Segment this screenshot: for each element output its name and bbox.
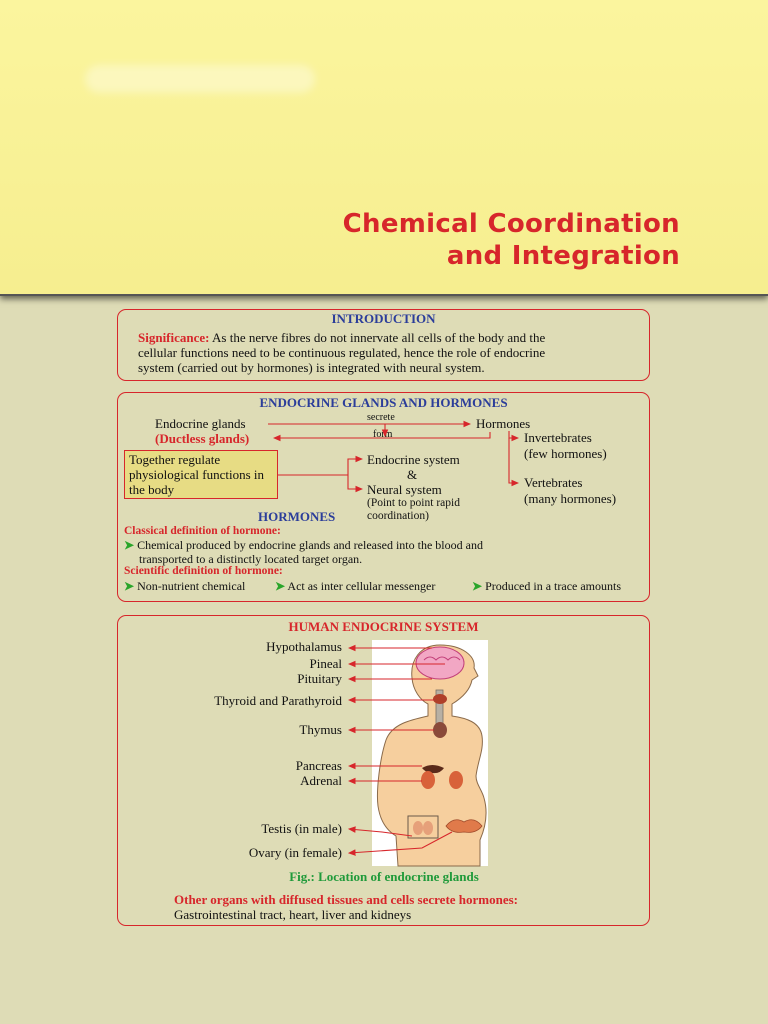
return-arrow <box>274 432 490 438</box>
intro-line-3: system (carried out by hormones) is integrated with neural system. <box>138 360 485 375</box>
scientific-item-2: ➤ Act as inter cellular messenger <box>275 579 436 593</box>
body-figure <box>372 640 488 866</box>
testis-icon <box>423 821 433 835</box>
figure-caption: Fig.: Location of endocrine glands <box>289 869 479 884</box>
endocrine-system-arrow <box>348 459 362 475</box>
scientific-item-3: ➤ Produced in a trace amounts <box>472 579 622 593</box>
other-organs-label: Other organs with diffused tissues and cells secrete hormones: <box>174 892 519 907</box>
green-arrow-icon: ➤ <box>275 579 286 593</box>
vertebrates-label: Vertebrates <box>524 475 583 490</box>
human-endocrine-heading: HUMAN ENDOCRINE SYSTEM <box>288 619 479 634</box>
secrete-label: secrete <box>367 412 395 423</box>
form-label: form <box>373 429 393 440</box>
chapter-title: Chemical Coordination and Integration <box>342 209 680 271</box>
label-pineal: Pineal <box>309 656 342 671</box>
thyroid-icon <box>433 694 447 704</box>
brain-icon <box>416 647 464 679</box>
label-ovary: Ovary (in female) <box>248 845 342 860</box>
hormones-subheading: HORMONES <box>258 509 336 524</box>
glands-hormones-heading: ENDOCRINE GLANDS AND HORMONES <box>259 395 508 410</box>
neural-system-label: Neural system <box>367 482 442 497</box>
ductless-glands-label: (Ductless glands) <box>155 431 250 446</box>
adrenal-right-icon <box>449 771 463 789</box>
ovary-icon <box>446 820 482 833</box>
introduction-heading: INTRODUCTION <box>331 311 436 326</box>
scientific-definition-label: Scientific definition of hormone: <box>124 565 283 577</box>
coordination-label: coordination) <box>367 510 429 522</box>
green-arrow-icon: ➤ <box>124 579 135 593</box>
label-pituitary: Pituitary <box>297 671 342 686</box>
few-hormones-label: (few hormones) <box>524 446 607 461</box>
invertebrates-label: Invertebrates <box>524 430 592 445</box>
hormones-label: Hormones <box>476 416 531 431</box>
endocrine-glands-label: Endocrine glands <box>155 416 246 431</box>
other-organs-text: Gastrointestinal tract, heart, liver and kidneys <box>174 907 412 922</box>
scientific-item-1: ➤ Non-nutrient chemical <box>124 579 246 593</box>
classical-line-1: ➤ Chemical produced by endocrine glands and released into the blood and <box>124 538 483 552</box>
classical-definition-label: Classical definition of hormone: <box>124 525 281 537</box>
green-arrow-icon: ➤ <box>124 538 135 552</box>
ampersand-label: & <box>407 467 418 482</box>
vertebrates-arrow <box>509 438 518 483</box>
label-testis: Testis (in male) <box>261 821 342 836</box>
significance-label: Significance: <box>138 330 210 345</box>
label-thyroid: Thyroid and Parathyroid <box>214 693 342 708</box>
classical-line-2: transported to a distinctly located target organ. <box>139 552 363 566</box>
intro-line-2: cellular functions need to be continuous regulated, hence the role of endocrine <box>138 345 546 360</box>
label-hypothalamus: Hypothalamus <box>266 639 342 654</box>
testis-icon <box>413 821 423 835</box>
endocrine-system-label: Endocrine system <box>367 452 460 467</box>
thymus-icon <box>433 722 447 738</box>
adrenal-left-icon <box>421 771 435 789</box>
many-hormones-label: (many hormones) <box>524 491 617 506</box>
together-regulate-box: Together regulate physiological functions in the body <box>124 450 278 499</box>
point-to-point-label: (Point to point rapid <box>367 497 460 509</box>
green-arrow-icon: ➤ <box>472 579 483 593</box>
intro-line-1: Significance: As the nerve fibres do not innervate all cells of the body and the <box>138 330 546 345</box>
invertebrates-arrow <box>509 431 518 438</box>
label-thymus: Thymus <box>299 722 342 737</box>
label-pancreas: Pancreas <box>295 758 342 773</box>
label-adrenal: Adrenal <box>300 773 342 788</box>
neural-system-arrow <box>348 475 362 489</box>
